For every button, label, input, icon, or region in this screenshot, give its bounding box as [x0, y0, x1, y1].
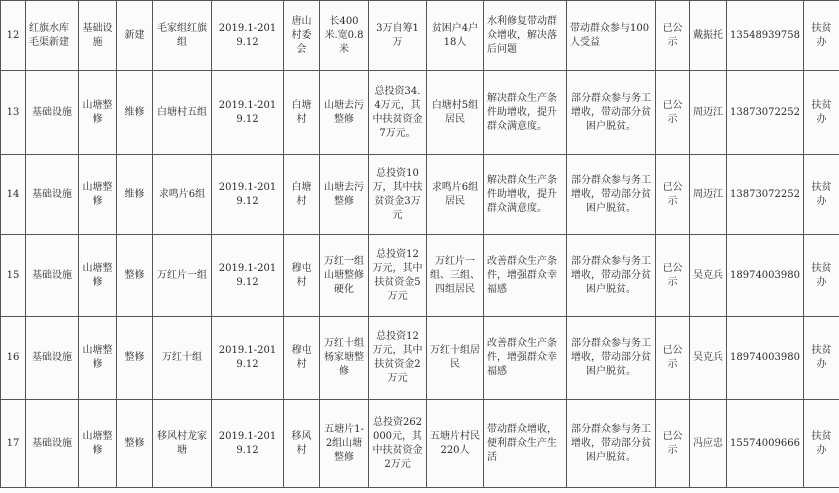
construction-type: 维修 — [117, 155, 153, 235]
project-name: 红旗水库毛渠新建 — [26, 1, 79, 71]
project-name: 基础设施 — [26, 235, 79, 317]
beneficiaries: 白塘村5组居民 — [427, 71, 484, 155]
benefit-mechanism: 带动群众参与100人受益 — [567, 1, 656, 71]
row-number: 14 — [1, 155, 26, 235]
contact-person: 周迈江 — [690, 155, 727, 235]
construction-scale: 万红十组杨家塘整修 — [320, 317, 369, 400]
table-row — [1, 155, 839, 235]
construction-scale: 山塘去污整修 — [320, 71, 369, 155]
row-number: 16 — [1, 317, 26, 400]
publicity-status: 已公示 — [656, 235, 690, 317]
benefit-mechanism: 部分群众参与务工增收，带动部分贫困户脱贫。 — [567, 71, 656, 155]
construction-type: 整修 — [117, 317, 153, 400]
funding: 总投资12万元，其中扶贫资金5万元 — [369, 235, 427, 317]
contact-person: 冯应忠 — [690, 400, 727, 488]
project-location: 移风村龙家塘 — [153, 400, 212, 488]
construction-scale: 山塘去污整修 — [320, 155, 369, 235]
performance-goal: 改善群众生产条件，增强群众幸福感 — [484, 235, 567, 317]
contact-person: 吴克兵 — [690, 235, 727, 317]
beneficiaries: 求鸣片6组居民 — [427, 155, 484, 235]
phone-number: 13873072252 — [727, 155, 804, 235]
phone-number: 15574009666 — [727, 400, 804, 488]
publicity-status: 已公示 — [656, 400, 690, 488]
contact-person: 周迈江 — [690, 71, 727, 155]
beneficiaries: 贫困户4户18人 — [427, 1, 484, 71]
contact-person: 吴克兵 — [690, 317, 727, 400]
table-row — [1, 317, 839, 400]
responsible-dept: 扶贫办 — [804, 1, 839, 71]
phone-number: 18974003980 — [727, 235, 804, 317]
responsible-dept: 扶贫办 — [804, 235, 839, 317]
performance-goal: 带动群众增收，便利群众生产生活 — [484, 400, 567, 488]
construction-scale: 长400米.宽0.8米 — [320, 1, 369, 71]
owner-unit: 白塘村 — [284, 71, 320, 155]
project-category: 山塘整修 — [79, 235, 117, 317]
table-row — [1, 400, 839, 488]
table-row — [1, 235, 839, 317]
performance-goal: 解决群众生产条件助增收，提升群众满意度。 — [484, 155, 567, 235]
project-location: 万红十组 — [153, 317, 212, 400]
phone-number: 13873072252 — [727, 71, 804, 155]
owner-unit: 唐山村委会 — [284, 1, 320, 71]
performance-goal: 解决群众生产条件助增收，提升群众满意度。 — [484, 71, 567, 155]
publicity-status: 已公示 — [656, 317, 690, 400]
phone-number: 18974003980 — [727, 317, 804, 400]
responsible-dept: 扶贫办 — [804, 317, 839, 400]
phone-number: 13548939758 — [727, 1, 804, 71]
project-category: 山塘整修 — [79, 400, 117, 488]
owner-unit: 白塘村 — [284, 155, 320, 235]
funding: 3万自筹1万 — [369, 1, 427, 71]
responsible-dept: 扶贫办 — [804, 155, 839, 235]
table-row — [1, 71, 839, 155]
project-category: 山塘整修 — [79, 155, 117, 235]
construction-type: 维修 — [117, 71, 153, 155]
publicity-status: 已公示 — [656, 1, 690, 71]
performance-goal: 改善群众生产条件，增强群众幸福感 — [484, 317, 567, 400]
time-period: 2019.1-2019.12 — [212, 400, 284, 488]
publicity-status: 已公示 — [656, 71, 690, 155]
project-location: 白塘村五组 — [153, 71, 212, 155]
table-row — [1, 1, 839, 71]
responsible-dept: 扶贫办 — [804, 71, 839, 155]
benefit-mechanism: 部分群众参与务工增收，带动部分贫困户脱贫。 — [567, 235, 656, 317]
owner-unit: 穆屯村 — [284, 317, 320, 400]
benefit-mechanism: 部分群众参与务工增收，带动部分贫困户脱贫。 — [567, 400, 656, 488]
project-category: 山塘整修 — [79, 71, 117, 155]
performance-goal: 水利修复带动群众增收，解决落后问题 — [484, 1, 567, 71]
beneficiaries: 万红片一组、三组、四组居民 — [427, 235, 484, 317]
beneficiaries: 万红十组居民 — [427, 317, 484, 400]
funding: 总投资34.4万元，其中扶贫资金7万元。 — [369, 71, 427, 155]
project-location: 求鸣片6组 — [153, 155, 212, 235]
project-name: 基础设施 — [26, 317, 79, 400]
row-number: 13 — [1, 71, 26, 155]
construction-scale: 万红一组山塘整修硬化 — [320, 235, 369, 317]
project-category: 基础设施 — [79, 1, 117, 71]
row-number: 15 — [1, 235, 26, 317]
construction-scale: 五塘片1-2组山塘整修 — [320, 400, 369, 488]
time-period: 2019.1-2019.12 — [212, 317, 284, 400]
responsible-dept: 扶贫办 — [804, 400, 839, 488]
time-period: 2019.1-2019.12 — [212, 71, 284, 155]
project-category: 山塘整修 — [79, 317, 117, 400]
funding: 总投资262000元，其中扶贫资金2万元 — [369, 400, 427, 488]
time-period: 2019.1-2019.12 — [212, 235, 284, 317]
beneficiaries: 五塘片村民220人 — [427, 400, 484, 488]
project-name: 基础设施 — [26, 155, 79, 235]
construction-type: 整修 — [117, 400, 153, 488]
benefit-mechanism: 部分群众参与务工增收，带动部分贫困户脱贫。 — [567, 317, 656, 400]
row-number: 17 — [1, 400, 26, 488]
owner-unit: 穆屯村 — [284, 235, 320, 317]
publicity-status: 已公示 — [656, 155, 690, 235]
owner-unit: 移风村 — [284, 400, 320, 488]
project-name: 基础设施 — [26, 400, 79, 488]
project-name: 基础设施 — [26, 71, 79, 155]
funding: 总投资10万，其中扶贫资金3万元 — [369, 155, 427, 235]
row-number: 12 — [1, 1, 26, 71]
construction-type: 新建 — [117, 1, 153, 71]
project-location: 毛家组红旗组 — [153, 1, 212, 71]
benefit-mechanism: 部分群众参与务工增收，带动部分贫困户脱贫。 — [567, 155, 656, 235]
time-period: 2019.1-2019.12 — [212, 1, 284, 71]
construction-type: 整修 — [117, 235, 153, 317]
contact-person: 戴振托 — [690, 1, 727, 71]
project-location: 万红片一组 — [153, 235, 212, 317]
time-period: 2019.1-2019.12 — [212, 155, 284, 235]
funding: 总投资12万元，其中扶贫资金2万元 — [369, 317, 427, 400]
